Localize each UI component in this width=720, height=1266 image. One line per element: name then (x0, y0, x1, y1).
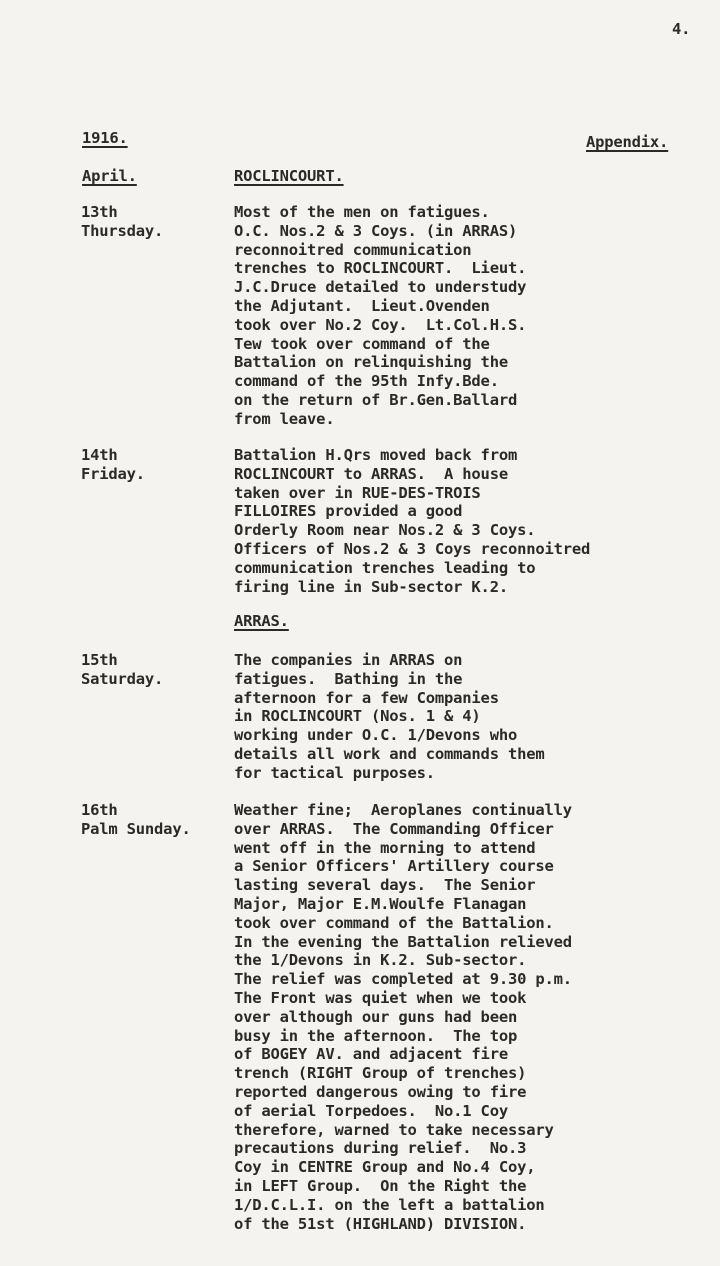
entry-date-13th: 13th Thursday. (81, 203, 164, 240)
entry-date-16th: 16th Palm Sunday. (81, 801, 191, 838)
month-heading: April. (82, 167, 137, 185)
entry-text-15th: The companies in ARRAS on fatigues. Bathing in the afternoon for a few Companies in ROCLINCOURT (Nos. 1 & 4) working under O.C. 1/Devons who details all work and commands them for tactical purposes. (234, 651, 545, 782)
entry-text-13th: Most of the men on fatigues. O.C. Nos.2 & 3 Coys. (in ARRAS) reconnoitred communication trenches to ROCLINCOURT. Lieut. J.C.Druce detailed to understudy the Adjutant. Lieut.Ovenden took over No.2 Coy. Lt.Col.H.S. Tew took over command of the Battalion on relinquishing the command of the 95th Infy.Bde. on the return of Br.Gen.Ballard from leave. (234, 203, 527, 428)
page-number: 4. (672, 20, 691, 38)
entry-text-14th: Battalion H.Qrs moved back from ROCLINCOURT to ARRAS. A house taken over in RUE-DES-TROIS FILLOIRES provided a good Orderly Room near Nos.2 & 3 Coys. Officers of Nos.2 & 3 Coys reconnoitred communication trenches leading to firing line in Sub-sector K.2. (234, 446, 591, 596)
appendix-heading: Appendix. (586, 133, 669, 151)
entry-text-16th: Weather fine; Aeroplanes continually over ARRAS. The Commanding Officer went off in the morning to attend a Senior Officers' Artillery course lasting several days. The Senior Major, Major E.M.Woulfe Flanagan took over command of the Battalion. In the evening the Battalion relieved the 1/Devons in K.2. Sub-sector. The relief was completed at 9.30 p.m. The Front was quiet when we took over although our guns had been busy in the afternoon. The top of BOGEY AV. and adjacent fire trench (RIGHT Group of trenches) reported dangerous owing to fire of aerial Torpedoes. No.1 Coy therefore, warned to take necessary precautions during relief. No.3 Coy in CENTRE Group and No.4 Coy, in LEFT Group. On the Right the 1/D.C.L.I. on the left a battalion of the 51st (HIGHLAND) DIVISION. (234, 801, 572, 1233)
location-heading-roclincourt: ROCLINCOURT. (234, 167, 344, 185)
entry-date-15th: 15th Saturday. (81, 651, 164, 688)
year-heading: 1916. (82, 129, 128, 147)
entry-date-14th: 14th Friday. (81, 446, 145, 483)
location-heading-arras: ARRAS. (234, 612, 289, 630)
